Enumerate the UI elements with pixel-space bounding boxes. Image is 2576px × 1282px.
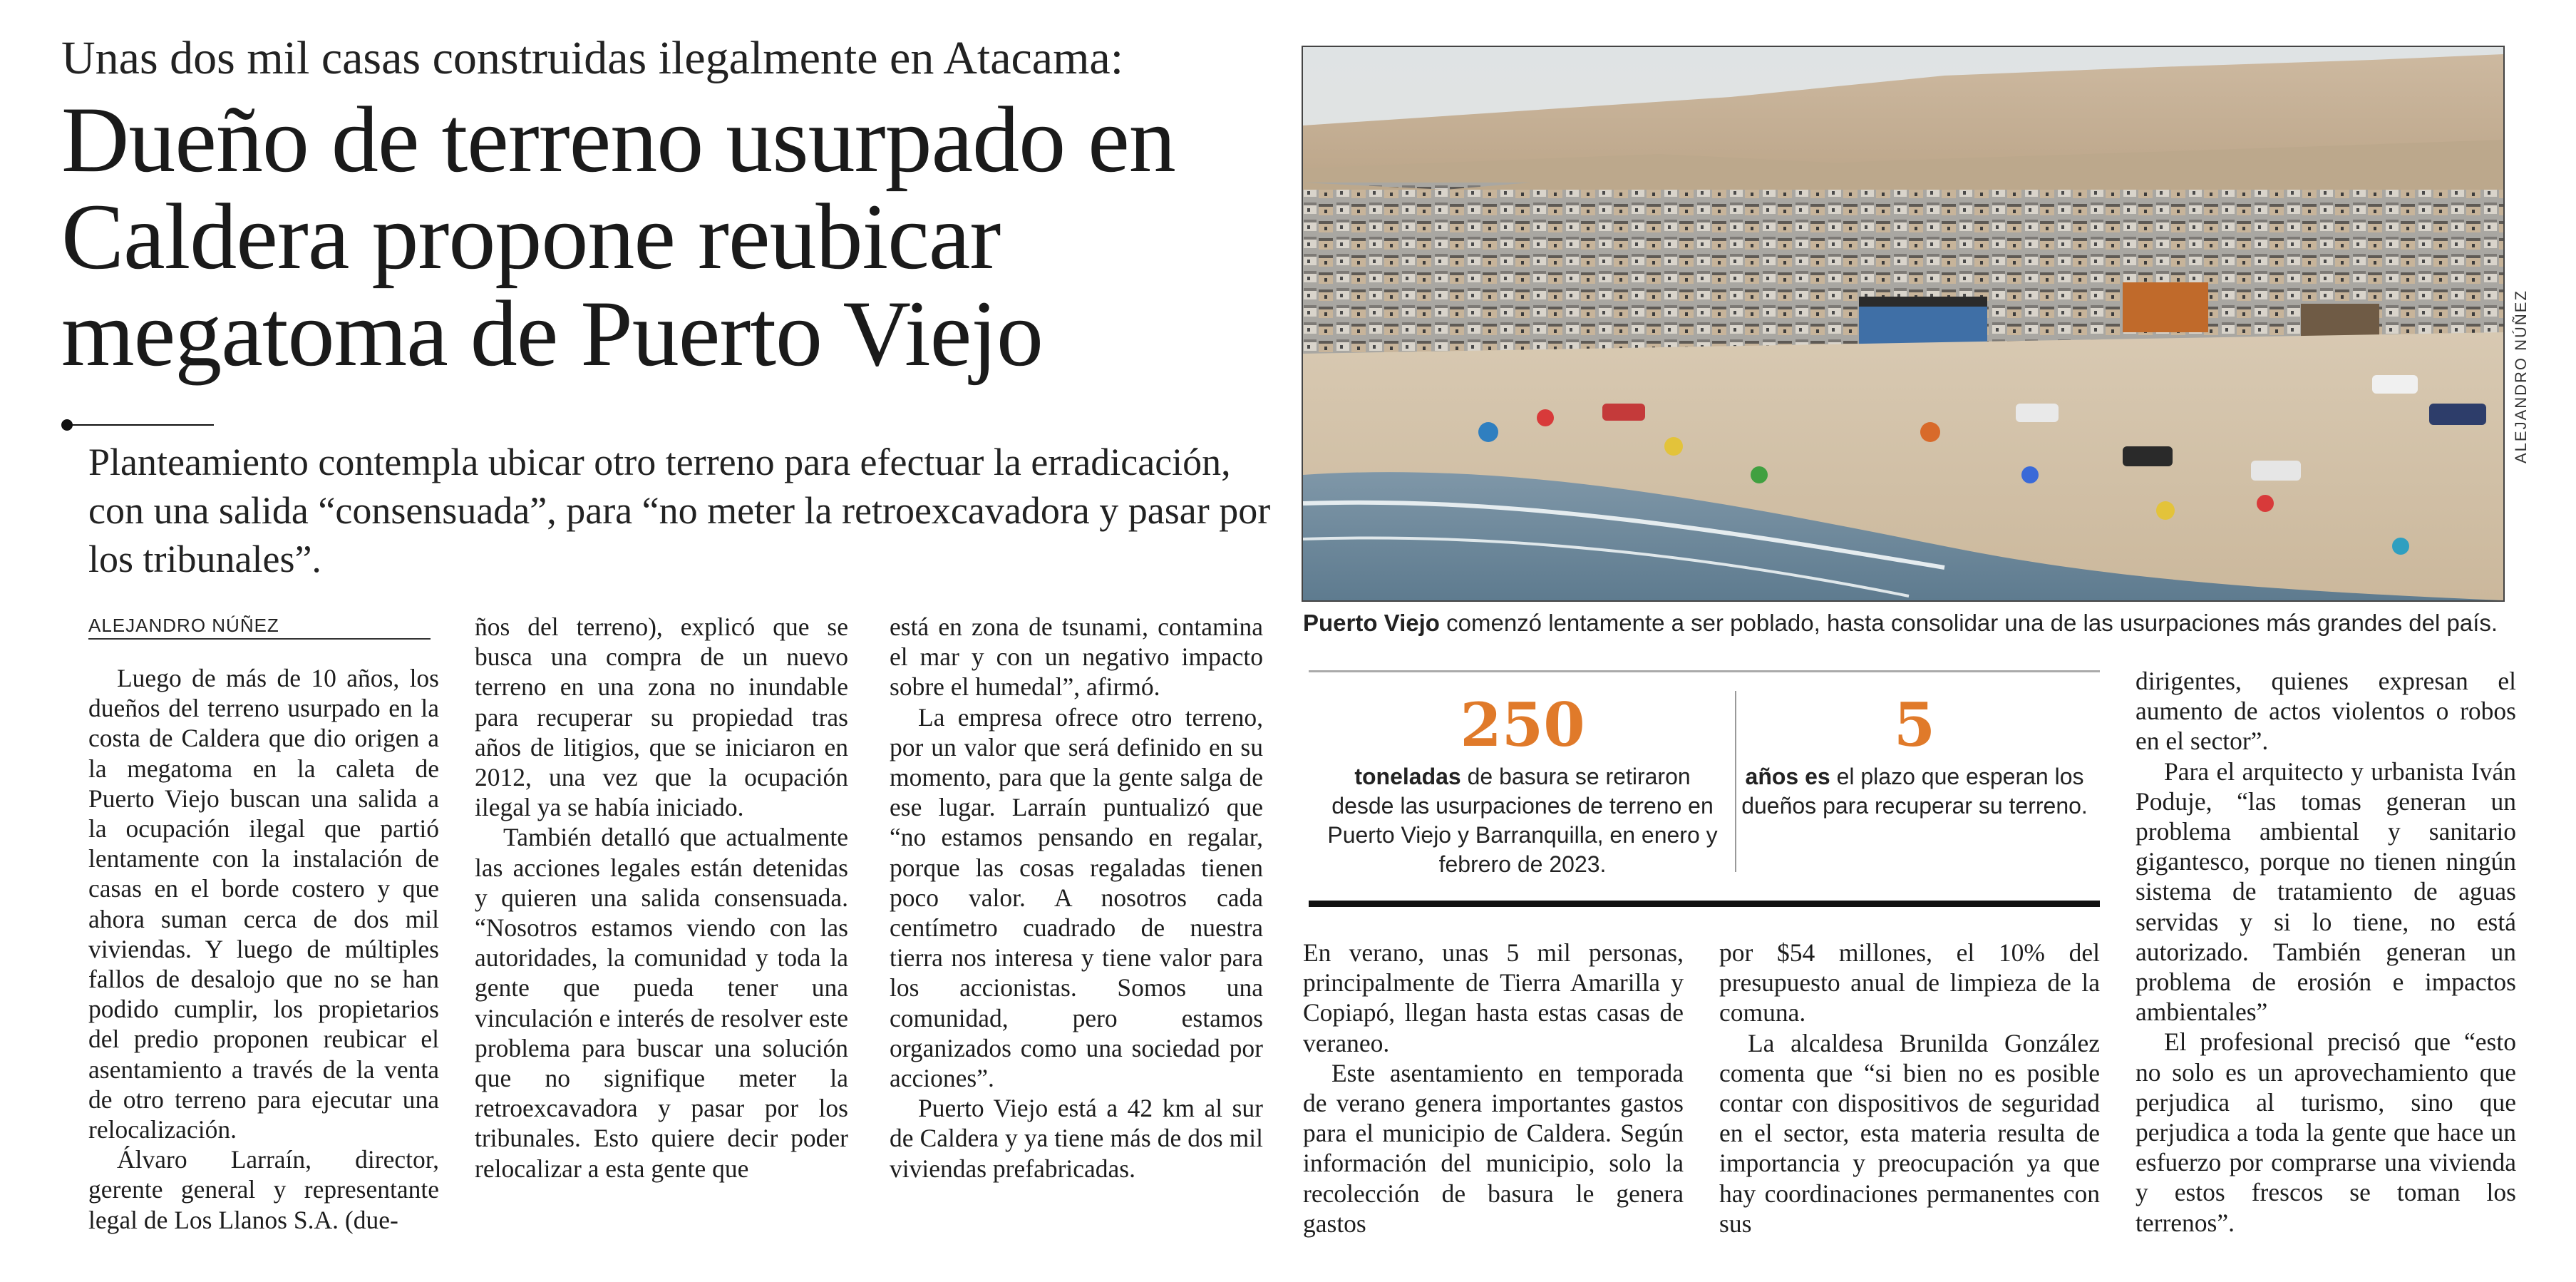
fact-bold: años es bbox=[1745, 764, 1830, 789]
fact-1 bbox=[1323, 689, 1722, 879]
paragraph: Puerto Viejo está a 42 km al sur de Caldera y ya tiene más de dos mil viviendas prefabricadas. bbox=[890, 1094, 1263, 1183]
news-photo bbox=[1302, 46, 2505, 602]
caption-text: comenzó lentamente a ser poblado, hasta consolidar una de las usurpaciones más grandes del país. bbox=[1439, 610, 2498, 636]
kicker: Unas dos mil casas construidas ilegalmente en Atacama: bbox=[61, 32, 1124, 84]
caption-bold: Puerto Viejo bbox=[1303, 610, 1440, 636]
text-column-3 bbox=[890, 612, 1263, 1184]
paragraph: La empresa ofrece otro terreno, por un valor que será definido en su momento, para que la gente salga de ese lugar. Larraín puntualizó que “no estamos pensando en regalar, porque las cosas regaladas tienen poco valor. A nosotros cada centímetro cuadrado de nuestra tierra nos interesa y tiene valor para los accionistas. Somos una comunidad, pero estamos organizados como una sociedad por acciones”. bbox=[890, 702, 1263, 1093]
paragraph: Este asentamiento en temporada de verano genera importantes gastos para el municipio de Caldera. Según información del municipio, solo la recolección de basura le genera gastos bbox=[1303, 1058, 1684, 1238]
paragraph: dirigentes, quienes expresan el aumento de actos violentos o robos en el sector”. bbox=[2135, 667, 2516, 756]
photo-credit: ALEJANDRO NÚÑEZ bbox=[2512, 289, 2530, 463]
text-column-5 bbox=[1719, 938, 2100, 1239]
deck: Planteamiento contempla ubicar otro terreno para efectuar la erradicación, con una salida “consensuada”, para “no meter la retroexcavadora y pasar por los tribunales”. bbox=[88, 441, 1271, 581]
fact-text: de basura se retiraron desde las usurpaciones de terreno en Puerto Viejo y Barranquilla, en enero y febrero de 2023. bbox=[1327, 764, 1718, 877]
headline: Dueño de terreno usurpado en Caldera propone reubicar megatoma de Puerto Viejo bbox=[61, 87, 1175, 386]
fact-number: 250 bbox=[1460, 689, 1585, 760]
fact-bold: toneladas bbox=[1354, 764, 1461, 789]
paragraph: ños del terreno), explicó que se busca una compra de un nuevo terreno en una zona no inundable para recuperar su propiedad tras años de litigios, que se iniciaron en 2012, una vez que la ocupación ilegal ya se había iniciado. bbox=[475, 612, 848, 822]
fact-number: 5 bbox=[1893, 689, 1936, 760]
paragraph: está en zona de tsunami, contamina el mar y con un negativo impacto sobre el humedal”, afirmó. bbox=[890, 612, 1263, 702]
text-column-6 bbox=[2135, 666, 2516, 1238]
photo-caption bbox=[1303, 609, 2515, 637]
fact-box bbox=[1309, 670, 2100, 907]
paragraph: También detalló que actualmente las acciones legales están detenidas y quieren una salida consensuada. “Nosotros estamos viendo con las autoridades, la comunidad y toda la gente que pueda tener una vinculación e interés de resolver este problema para buscar una solución que no signifique meter la retroexcavadora y pasar por los tribunales. Esto quiere decir poder relocalizar a esta gente que bbox=[475, 823, 848, 1183]
paragraph: Álvaro Larraín, director, gerente general y representante legal de Los Llanos S.A. (due- bbox=[88, 1145, 439, 1234]
paragraph: La alcaldesa Brunilda González comenta que “si bien no es posible contar con dispositivos de seguridad en el sector, esta materia resulta de importancia y preocupación ya que hay coordinaciones permanentes con sus bbox=[1719, 1028, 2100, 1238]
fact-2 bbox=[1736, 689, 2093, 821]
byline: ALEJANDRO NÚÑEZ bbox=[88, 615, 431, 640]
beach-settlement-illustration bbox=[1303, 47, 2503, 600]
rule-line bbox=[71, 424, 214, 426]
paragraph: Luego de más de 10 años, los dueños del terreno usurpado en la costa de Caldera que dio origen a la megatoma en la caleta de Puerto Viejo buscan una salida a la ocupación ilegal que partió lentamente con la instalación de casas en el borde costero y que ahora suman cerca de dos mil viviendas. Y luego de múltiples fallos de desalojo que no se han podido cumplir, los propietarios del predio proponen reubicar el asentamiento a través de la venta de otro terreno para ejecutar una relocalización. bbox=[88, 664, 439, 1144]
paragraph: El profesional precisó que “esto no solo es un aprovechamiento que perjudica al turismo, sino que perjudica a toda la gente que hace un esfuerzo por comprarse una vivienda y estos frescos se toman los terrenos”. bbox=[2135, 1027, 2516, 1237]
paragraph: por $54 millones, el 10% del presupuesto anual de limpieza de la comuna. bbox=[1719, 938, 2100, 1027]
text-column-2 bbox=[475, 612, 848, 1184]
paragraph: Para el arquitecto y urbanista Iván Poduje, “las tomas generan un problema ambiental y sanitario gigantesco, porque no tienen ningún sistema de tratamiento de aguas servidas y si lo tiene, no está autorizado. También generan un problema de erosión e impactos ambientales” bbox=[2135, 757, 2516, 1027]
text-column-4 bbox=[1303, 938, 1684, 1239]
paragraph: En verano, unas 5 mil personas, principalmente de Tierra Amarilla y Copiapó, llegan hasta estas casas de veraneo. bbox=[1303, 938, 1684, 1057]
text-column-1 bbox=[88, 663, 439, 1235]
fact-text: el plazo que esperan los dueños para recuperar su terreno. bbox=[1741, 764, 2088, 819]
